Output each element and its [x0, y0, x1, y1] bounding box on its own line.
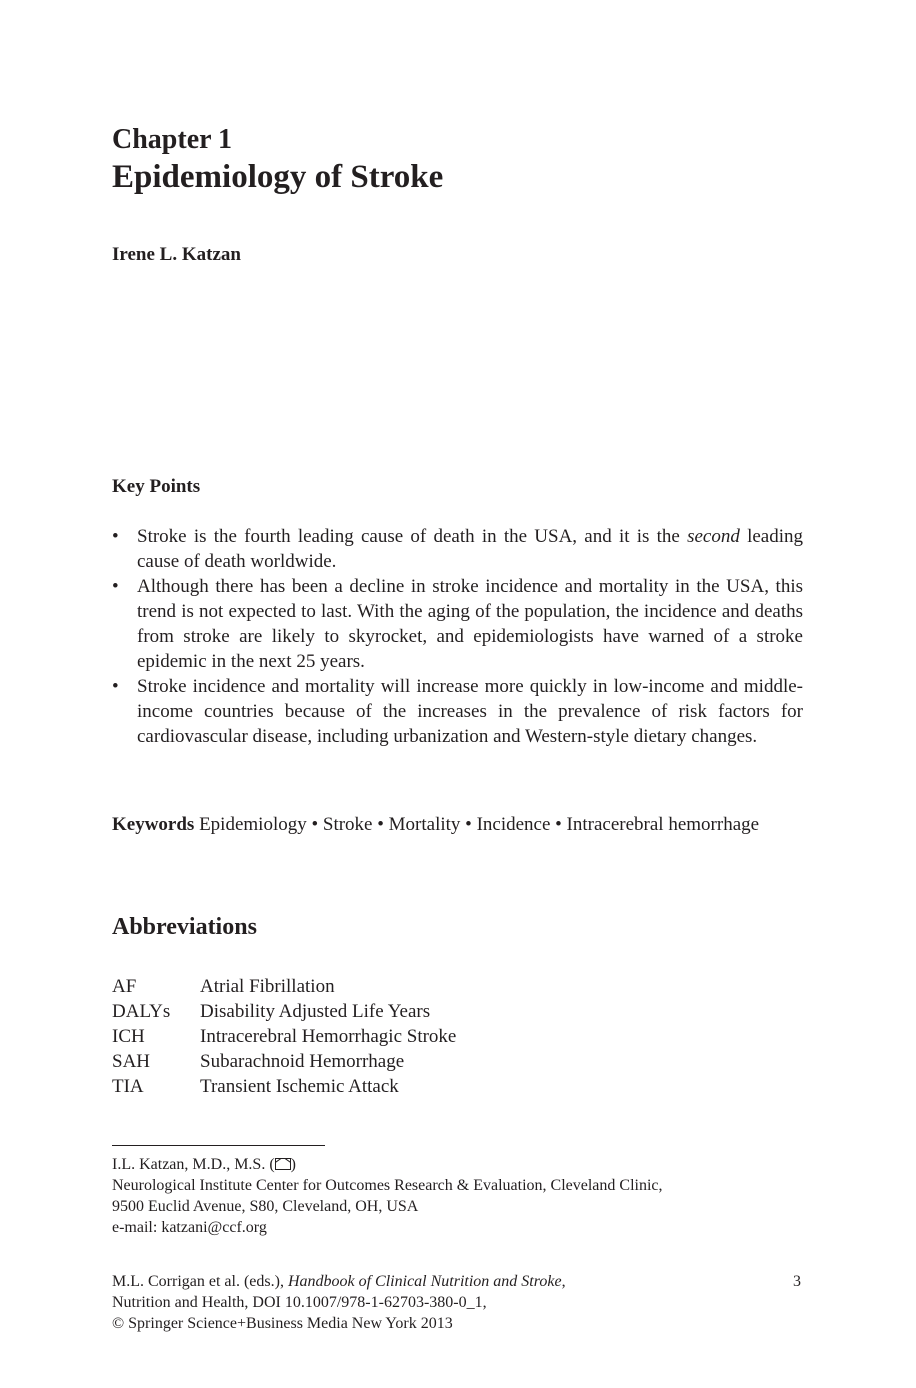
citation-editors: M.L. Corrigan et al. (eds.), — [112, 1273, 288, 1290]
author-footnote — [112, 1154, 663, 1238]
keywords-label: Keywords — [112, 814, 195, 835]
mail-icon — [275, 1158, 291, 1170]
citation-punct: , — [561, 1273, 566, 1290]
footnote-name-line: I.L. Katzan, M.D., M.S. ( ) — [112, 1156, 296, 1173]
page-number: 3 — [793, 1273, 801, 1290]
abbreviation-definition: Atrial Fibrillation — [200, 976, 335, 997]
chapter-title: Epidemiology of Stroke — [112, 159, 444, 195]
bullet-mark: • — [112, 676, 119, 697]
abbreviation-term: SAH — [112, 1051, 151, 1072]
citation-book-title: Handbook of Clinical Nutrition and Stroke — [287, 1273, 562, 1290]
footnote-divider — [112, 1145, 325, 1146]
abbreviation-row — [112, 999, 456, 1024]
abbreviation-term: TIA — [112, 1076, 144, 1097]
abbreviation-term: AF — [112, 976, 137, 997]
abbreviation-row — [112, 1024, 456, 1049]
citation-line-1 — [112, 1271, 712, 1292]
abbreviation-term: DALYs — [112, 1001, 171, 1022]
chapter-label: Chapter 1 — [112, 124, 233, 155]
abbreviation-definition: Disability Adjusted Life Years — [200, 1001, 431, 1022]
abbreviation-definition: Subarachnoid Hemorrhage — [200, 1051, 405, 1072]
key-point-item — [112, 574, 803, 674]
footnote-email[interactable]: e-mail: katzani@ccf.org — [112, 1219, 267, 1236]
footnote-affiliation: Neurological Institute Center for Outcomes Research & Evaluation, Cleveland Clinic, — [112, 1177, 663, 1194]
key-points-list — [112, 524, 803, 749]
bullet-mark: • — [112, 526, 119, 547]
key-point-text: Stroke incidence and mortality will increase more quickly in low-income and middle-income countries because of the increases in the prevalence of risk factors for cardiovascular disease, including urbanization and Western-style dietary changes. — [137, 676, 803, 747]
citation-line-2: Nutrition and Health, DOI 10.1007/978-1-62703-380-0_1, — [112, 1294, 487, 1311]
keywords-line — [112, 812, 803, 837]
key-point-item — [112, 674, 803, 749]
key-point-text: Stroke is the fourth leading cause of death in the USA, and it is the — [137, 526, 688, 547]
key-points-heading: Key Points — [112, 476, 201, 497]
abbreviation-row — [112, 974, 456, 999]
author-name: Irene L. Katzan — [112, 244, 241, 265]
bullet-mark: • — [112, 576, 119, 597]
abbreviation-row — [112, 1049, 456, 1074]
abbreviations-heading: Abbreviations — [112, 914, 257, 940]
key-point-text-end: leading cause of death worldwide. — [137, 526, 803, 572]
abbreviations-table — [112, 974, 456, 1099]
book-citation — [112, 1271, 712, 1334]
key-point-emphasis: second — [687, 526, 740, 547]
keywords-text: Epidemiology • Stroke • Mortality • Incidence • Intracerebral hemorrhage — [199, 814, 760, 835]
abbreviation-definition: Intracerebral Hemorrhagic Stroke — [200, 1026, 457, 1047]
abbreviation-term: ICH — [112, 1026, 145, 1047]
abbreviation-row — [112, 1074, 456, 1099]
footnote-address: 9500 Euclid Avenue, S80, Cleveland, OH, USA — [112, 1198, 419, 1215]
key-point-item — [112, 524, 803, 574]
abbreviation-definition: Transient Ischemic Attack — [200, 1076, 399, 1097]
citation-line-3: © Springer Science+Business Media New York 2013 — [112, 1315, 453, 1332]
footnote-author: I.L. Katzan, M.D., M.S. — [112, 1156, 266, 1173]
key-point-text: Although there has been a decline in stroke incidence and mortality in the USA, this trend is not expected to last. With the aging of the population, the incidence and deaths from stroke are likely to skyrocket, and epidemiologists have warned of a stroke epidemic in the next 25 years. — [137, 576, 803, 672]
